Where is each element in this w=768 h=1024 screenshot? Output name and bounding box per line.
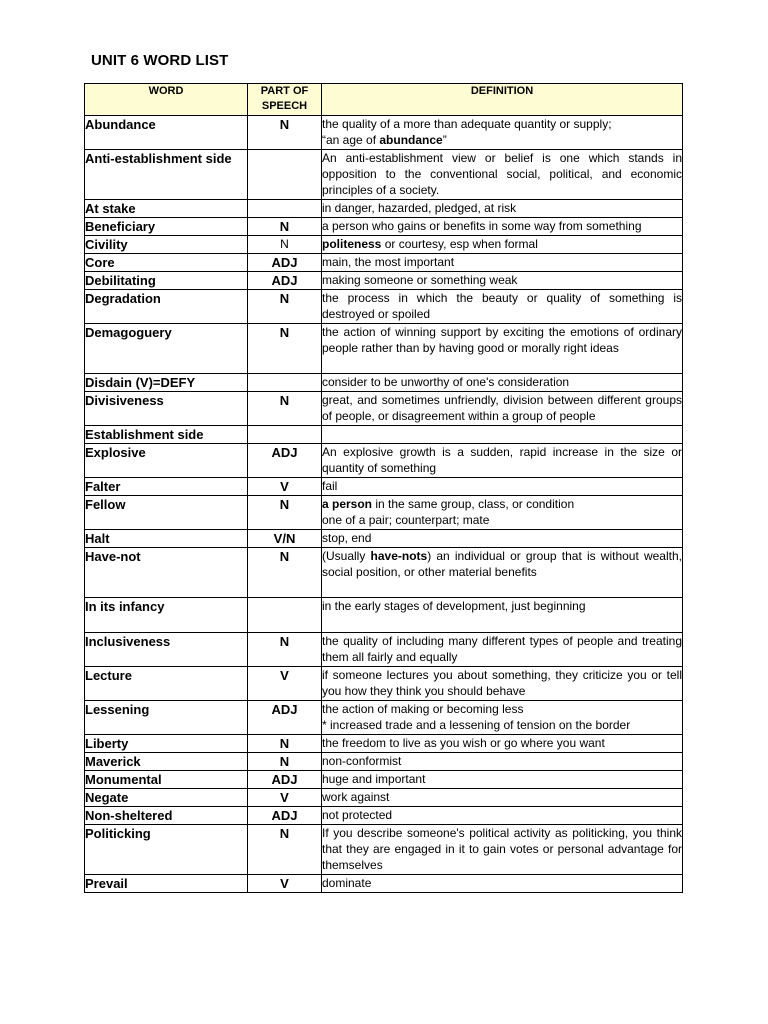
- pos-cell: V: [248, 478, 322, 496]
- table-row: [85, 771, 683, 789]
- pos-cell: V: [248, 875, 322, 893]
- table-row: [85, 875, 683, 893]
- word-list-table: [84, 83, 683, 893]
- pos-cell: N: [248, 548, 322, 598]
- table-row: [85, 444, 683, 478]
- definition-cell: An explosive growth is a sudden, rapid increase in the size or quantity of something: [322, 444, 683, 478]
- definition-cell: main, the most important: [322, 254, 683, 272]
- table-row: [85, 701, 683, 735]
- word-cell: Divisiveness: [85, 392, 248, 426]
- definition-cell: [322, 236, 683, 254]
- definition-cell: in danger, hazarded, pledged, at risk: [322, 200, 683, 218]
- word-cell: Debilitating: [85, 272, 248, 290]
- pos-cell: ADJ: [248, 444, 322, 478]
- definition-cell: not protected: [322, 807, 683, 825]
- pos-cell: ADJ: [248, 254, 322, 272]
- definition-cell: the action of winning support by exciting the emotions of ordinary people rather than by having good or morally right ideas: [322, 324, 683, 374]
- word-cell: Monumental: [85, 771, 248, 789]
- definition-cell: work against: [322, 789, 683, 807]
- word-cell: Abundance: [85, 116, 248, 150]
- pos-cell: N: [248, 324, 322, 374]
- page-title: UNIT 6 WORD LIST: [91, 52, 229, 69]
- table-row: [85, 254, 683, 272]
- table-row: [85, 789, 683, 807]
- table-row: [85, 324, 683, 374]
- word-cell: Non-sheltered: [85, 807, 248, 825]
- pos-cell: V/N: [248, 530, 322, 548]
- definition-text: (Usually: [322, 549, 371, 563]
- word-cell: Maverick: [85, 753, 248, 771]
- word-cell: Demagoguery: [85, 324, 248, 374]
- definition-text-2: one of a pair; counterpart; mate: [322, 513, 490, 527]
- table-header-row: [85, 84, 683, 116]
- definition-cell: if someone lectures you about something, they criticize you or tell you how they think you should behave: [322, 667, 683, 701]
- table-row: [85, 735, 683, 753]
- word-cell: Establishment side: [85, 426, 248, 444]
- table-row: [85, 633, 683, 667]
- table-row: [85, 426, 683, 444]
- definition-bold: have-nots: [370, 549, 428, 563]
- table-row: [85, 598, 683, 633]
- definition-cell: the quality of including many different types of people and treating them all fairly and equally: [322, 633, 683, 667]
- word-cell: Civility: [85, 236, 248, 254]
- word-cell: Degradation: [85, 290, 248, 324]
- table-row: [85, 530, 683, 548]
- column-header-part-of-speech: PART OF SPEECH: [248, 84, 322, 116]
- definition-example: * increased trade and a lessening of tension on the border: [322, 718, 631, 732]
- definition-cell: non-conformist: [322, 753, 683, 771]
- definition-cell: [322, 496, 683, 530]
- pos-cell: ADJ: [248, 272, 322, 290]
- pos-cell: N: [248, 116, 322, 150]
- table-row: [85, 150, 683, 200]
- definition-bold: politeness: [322, 237, 382, 251]
- word-cell: Lessening: [85, 701, 248, 735]
- word-cell: Inclusiveness: [85, 633, 248, 667]
- word-cell: Politicking: [85, 825, 248, 875]
- word-cell: Lecture: [85, 667, 248, 701]
- word-cell: Explosive: [85, 444, 248, 478]
- definition-example-post: ”: [442, 133, 447, 147]
- pos-cell: V: [248, 789, 322, 807]
- definition-cell: great, and sometimes unfriendly, division between different groups of people, or disagreement within a group of people: [322, 392, 683, 426]
- column-header-definition: DEFINITION: [322, 84, 683, 116]
- definition-cell: making someone or something weak: [322, 272, 683, 290]
- word-cell: Have-not: [85, 548, 248, 598]
- word-cell: Fellow: [85, 496, 248, 530]
- definition-cell: a person who gains or benefits in some way from something: [322, 218, 683, 236]
- table-row: [85, 392, 683, 426]
- definition-cell: in the early stages of development, just beginning: [322, 598, 683, 633]
- definition-cell: An anti-establishment view or belief is one which stands in opposition to the conventional social, political, and economic principles of a society.: [322, 150, 683, 200]
- word-cell: Beneficiary: [85, 218, 248, 236]
- pos-cell: [248, 374, 322, 392]
- pos-cell: N: [248, 392, 322, 426]
- pos-cell: ADJ: [248, 771, 322, 789]
- pos-cell: N: [248, 496, 322, 530]
- definition-cell: the process in which the beauty or quality of something is destroyed or spoiled: [322, 290, 683, 324]
- pos-cell: V: [248, 667, 322, 701]
- table-row: [85, 548, 683, 598]
- table-row: [85, 272, 683, 290]
- definition-cell: huge and important: [322, 771, 683, 789]
- definition-example-bold: abundance: [379, 133, 443, 147]
- table-row: [85, 218, 683, 236]
- word-cell: Falter: [85, 478, 248, 496]
- pos-cell: [248, 150, 322, 200]
- pos-cell: N: [248, 825, 322, 875]
- table-row: [85, 200, 683, 218]
- pos-cell: [248, 200, 322, 218]
- pos-cell: N: [248, 633, 322, 667]
- pos-cell: ADJ: [248, 701, 322, 735]
- table-row: [85, 236, 683, 254]
- word-cell: Halt: [85, 530, 248, 548]
- definition-cell: [322, 426, 683, 444]
- column-header-word: WORD: [85, 84, 248, 116]
- table-row: [85, 753, 683, 771]
- definition-cell: consider to be unworthy of one's consideration: [322, 374, 683, 392]
- table-row: [85, 290, 683, 324]
- word-cell: Prevail: [85, 875, 248, 893]
- definition-text: or courtesy, esp when formal: [381, 237, 538, 251]
- definition-cell: fail: [322, 478, 683, 496]
- table-row: [85, 496, 683, 530]
- definition-cell: dominate: [322, 875, 683, 893]
- definition-cell: [322, 116, 683, 150]
- pos-cell: N: [248, 218, 322, 236]
- definition-example-pre: “an age of: [322, 133, 380, 147]
- pos-cell: N: [248, 753, 322, 771]
- definition-cell: stop, end: [322, 530, 683, 548]
- definition-cell: the freedom to live as you wish or go where you want: [322, 735, 683, 753]
- definition-cell: [322, 701, 683, 735]
- table-row: [85, 825, 683, 875]
- definition-text: in the same group, class, or condition: [372, 497, 575, 511]
- word-cell: Negate: [85, 789, 248, 807]
- table-row: [85, 374, 683, 392]
- word-cell: Liberty: [85, 735, 248, 753]
- table-row: [85, 807, 683, 825]
- table-row: [85, 667, 683, 701]
- pos-cell: N: [248, 290, 322, 324]
- definition-text-post: ) an individual or group that is without wealth, social position, or other material benefits: [322, 549, 682, 579]
- definition-cell: If you describe someone's political activity as politicking, you think that they are engaged in it to gain votes or personal advantage for themselves: [322, 825, 683, 875]
- definition-cell: [322, 548, 683, 598]
- word-cell: In its infancy: [85, 598, 248, 633]
- word-cell: Core: [85, 254, 248, 272]
- table-row: [85, 116, 683, 150]
- word-cell: At stake: [85, 200, 248, 218]
- pos-cell: ADJ: [248, 807, 322, 825]
- word-cell: Disdain (V)=DEFY: [85, 374, 248, 392]
- word-cell: Anti-establishment side: [85, 150, 248, 200]
- pos-cell: N: [248, 735, 322, 753]
- pos-cell: [248, 426, 322, 444]
- definition-text: the quality of a more than adequate quantity or supply;: [322, 117, 612, 131]
- definition-text: the action of making or becoming less: [322, 702, 524, 716]
- pos-cell: [248, 598, 322, 633]
- definition-bold: a person: [322, 497, 373, 511]
- table-row: [85, 478, 683, 496]
- pos-cell: N: [248, 236, 322, 254]
